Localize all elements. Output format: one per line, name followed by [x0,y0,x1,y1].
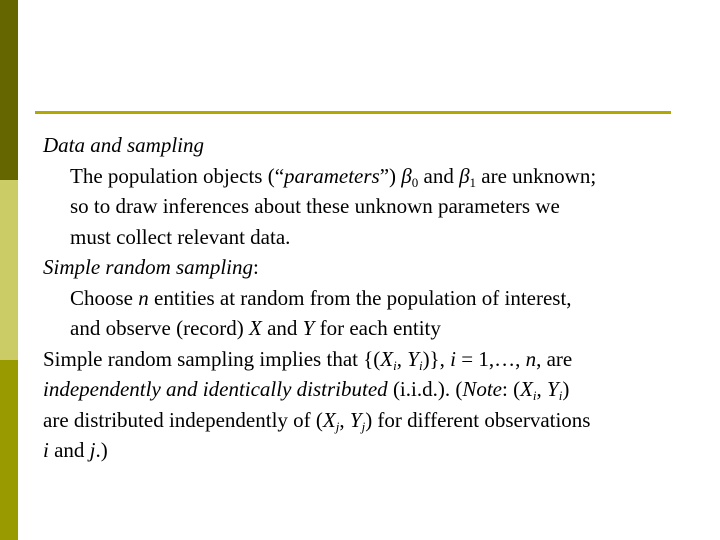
para1-line3: must collect relevant data. [70,224,291,249]
heading-data-and-sampling: Data and sampling [43,133,205,157]
para3-line1: Simple random sampling implies that {($X_i$, $Y_i$)}, i = 1,…, n, are [43,346,573,373]
para2-line2: and observe (record) X and Y for each entity [70,316,441,340]
left-bar-middle [0,180,18,360]
title-rule [35,111,671,114]
para1-line1: The population objects (“parameters”) $\beta_0$ and $\beta_1$ are unknown; [70,163,597,190]
para3-line2: independently and identically distributed (i.i.d.). (Note: ($X_i$, $Y_i$) [43,377,570,403]
heading-simple-random-sampling: Simple random sampling: [43,255,259,279]
left-bar-top [0,0,18,180]
left-bar-bottom [0,360,18,540]
para3-line4: i and j.) [43,438,108,462]
beta-symbol: β [459,163,470,188]
para2-line1: Choose n entities at random from the population of interest, [70,285,572,310]
slide-content [43,130,693,466]
beta-symbol: β [401,163,412,188]
para3-line3: are distributed independently of ($X_j$, $Y_j$) for different observations [43,407,591,434]
para1-line2: so to draw inferences about these unknown parameters we [70,194,560,218]
